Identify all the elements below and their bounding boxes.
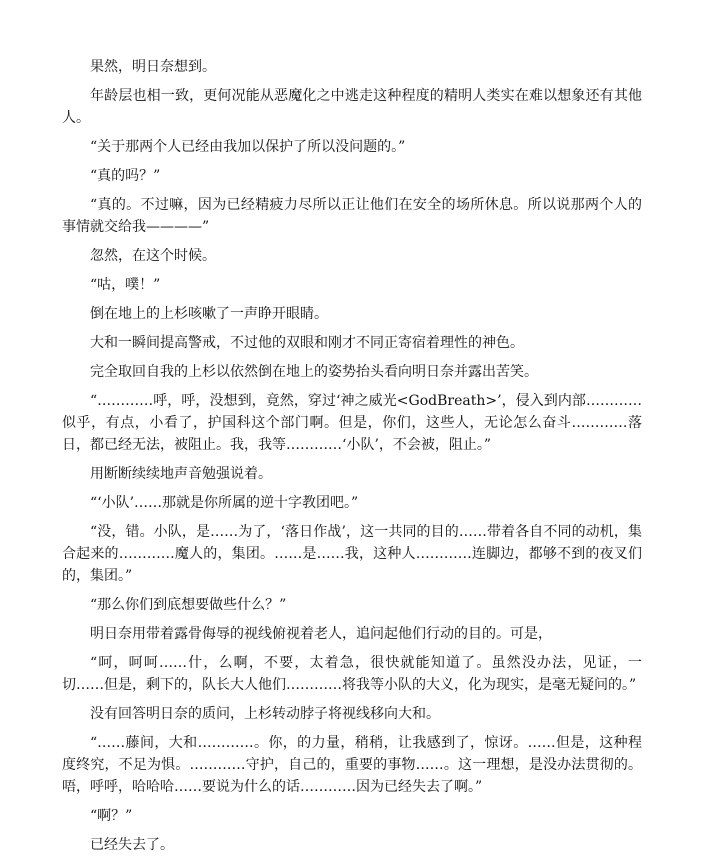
paragraph: “关于那两个人已经由我加以保护了所以没问题的。” [90, 139, 406, 155]
paragraph: “咕，噗！” [90, 277, 161, 293]
paragraph: 没有回答明日奈的质问，上杉转动脖子将视线移向大和。 [90, 706, 440, 722]
paragraph: “‘小队’……那就是你所属的逆十字教团吧。” [90, 495, 359, 511]
paragraph: 明日奈用带着露骨侮辱的视线俯视着老人，追问起他们行动的目的。可是， [90, 626, 552, 642]
paragraph: 倒在地上的上杉咳嗽了一声睁开眼睛。 [90, 306, 328, 322]
paragraph: 大和一瞬间提高警戒，不过他的双眼和刚才不同正寄宿着理性的神色。 [90, 335, 524, 351]
paragraph: “真的吗？” [90, 168, 161, 184]
paragraph: 用断断续续地声音勉强说着。 [90, 466, 272, 482]
paragraph: 完全取回自我的上杉以依然倒在地上的姿势抬头看向明日奈并露出苦笑。 [90, 364, 538, 380]
paragraph: “……藤间，大和…………。你，的力量，稍稍，让我感到了，惊讶。……但是，这种程度终究，不足为惧。…………守护，自己的，重要的事物……。这一理想，是没办法贯彻的。唔，呼呼，哈哈哈……要说为什么的话…………因为已经失去了啊。” [62, 735, 642, 795]
paragraph: “啊？” [90, 808, 133, 824]
paragraph: “…………呼，呼，没想到，竟然，穿过‘神之威光<GodBreath>’，侵入到内部…………似乎，有点，小看了，护国科这个部门啊。但是，你们，这些人，无论怎么奋斗…………落日，都已经无法，被阻止。我，我等…………‘小队’，不会被，阻止。” [62, 393, 642, 453]
paragraph: “那么你们到底想要做些什么？” [90, 597, 287, 613]
paragraph: “呵，呵呵……什，么啊，不要，太着急，很快就能知道了。虽然没办法，见证，一切……但是，剩下的，队长大人他们…………将我等小队的大义，化为现实，是毫无疑问的。” [62, 655, 642, 693]
paragraph: 忽然，在这个时候。 [90, 248, 216, 264]
paragraph: 年龄层也相一致，更何况能从恶魔化之中逃走这种程度的精明人类实在难以想象还有其他人。 [62, 88, 642, 126]
paragraph: 已经失去了。 [90, 837, 174, 853]
paragraph: 果然，明日奈想到。 [90, 59, 216, 75]
paragraph: “真的。不过嘛，因为已经精疲力尽所以正让他们在安全的场所休息。所以说那两个人的事情就交给我————” [62, 197, 642, 235]
paragraph: “没，错。小队，是……为了，‘落日作战’，这一共同的目的……带着各自不同的动机，集合起来的…………魔人的，集团。……是……我，这种人…………连脚边，都够不到的夜叉们的，集团。” [62, 524, 642, 584]
